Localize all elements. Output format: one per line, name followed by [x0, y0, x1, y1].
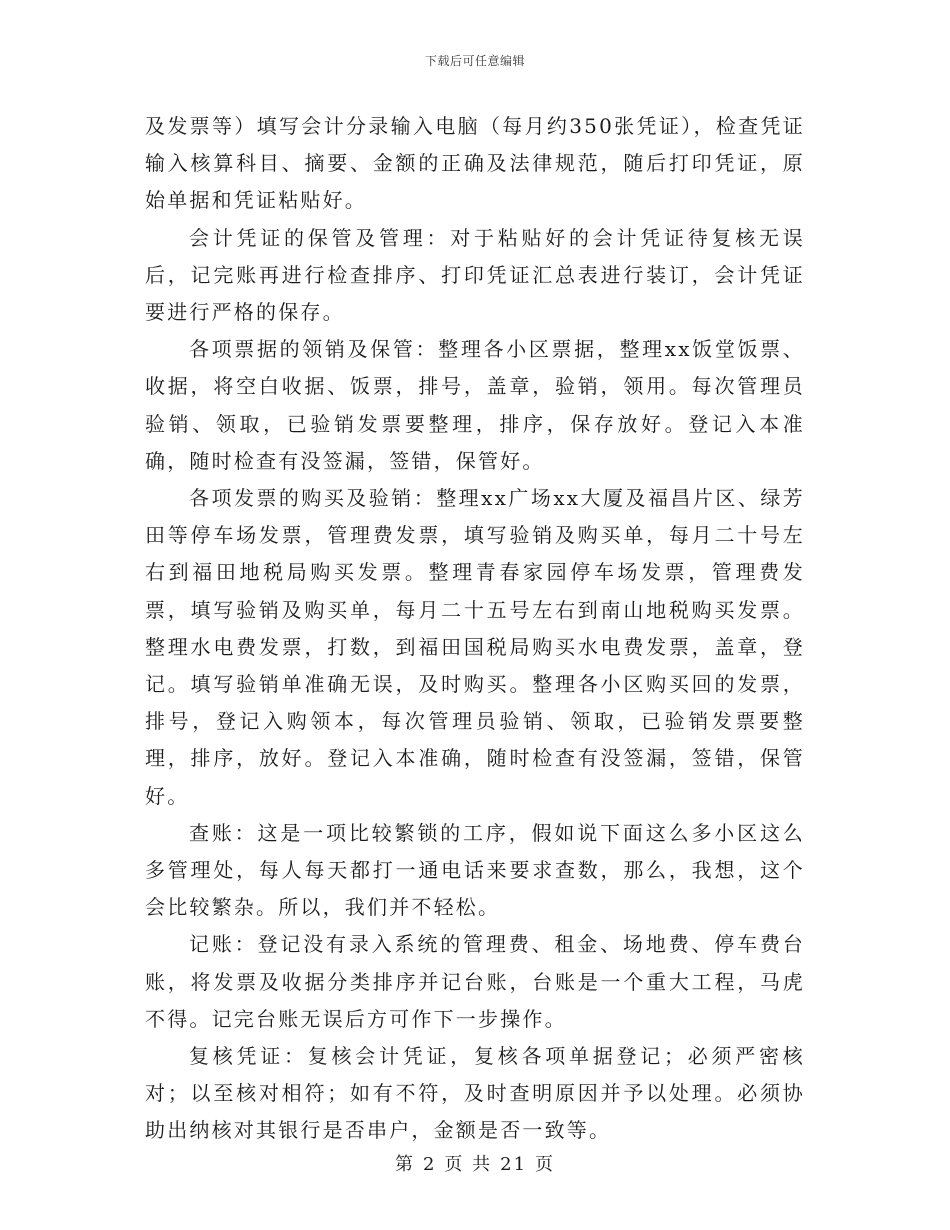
footer-page-number: 2 — [422, 1154, 437, 1175]
footer-suffix: 页 — [535, 1154, 556, 1175]
paragraph-3: 各项票据的领销及保管：整理各小区票据，整理xx饭堂饭票、收据，将空白收据、饭票，排号，盖章，验销，领用。每次管理员验销、领取，已验销发票要整理，排序，保存放好。登记入本准确，随时检查有没签漏，签错，保管好。 — [145, 337, 805, 473]
document-body — [145, 108, 805, 1150]
page-footer — [0, 1150, 950, 1176]
paragraph-5: 查账：这是一项比较繁锁的工序，假如说下面这么多小区这么多管理处，每人每天都打一通电话来要求查数，那么，我想，这个会比较繁杂。所以，我们并不轻松。 — [145, 820, 805, 920]
footer-middle: 页 共 — [444, 1154, 493, 1175]
footer-prefix: 第 — [394, 1154, 415, 1175]
paragraph-1: 及发票等）填写会计分录输入电脑（每月约350张凭证），检查凭证输入核算科目、摘要、金额的正确及法律规范，随后打印凭证，原始单据和凭证粘贴好。 — [145, 114, 805, 213]
paragraph-6: 记账：登记没有录入系统的管理费、租金、场地费、停车费台账，将发票及收据分类排序并记台账，台账是一个重大工程，马虎不得。记完台账无误后方可作下一步操作。 — [145, 932, 805, 1031]
paragraph-4: 各项发票的购买及验销：整理xx广场xx大厦及福昌片区、绿芳田等停车场发票，管理费发票，填写验销及购买单，每月二十号左右到福田地税局购买发票。整理青春家园停车场发票，管理费发票，填写验销及购买单，每月二十五号左右到南山地税购买发票。整理水电费发票，打数，到福田国税局购买水电费发票，盖章，登记。填写验销单准确无误，及时购买。整理各小区购买回的发票，排号，登记入购领本，每次管理员验销、领取，已验销发票要整理，排序，放好。登记入本准确，随时检查有没签漏，签错，保管好。 — [145, 486, 805, 808]
paragraph-2: 会计凭证的保管及管理：对于粘贴好的会计凭证待复核无误后，记完账再进行检查排序、打印凭证汇总表进行装订，会计凭证要进行严格的保存。 — [145, 225, 805, 325]
footer-total-pages: 21 — [500, 1154, 528, 1175]
paragraph-7: 复核凭证：复核会计凭证，复核各项单据登记；必须严密核对；以至核对相符；如有不符，及时查明原因并予以处理。必须协助出纳核对其银行是否串户，金额是否一致等。 — [145, 1044, 805, 1143]
page-header: 下载后可任意编辑 — [424, 54, 525, 68]
